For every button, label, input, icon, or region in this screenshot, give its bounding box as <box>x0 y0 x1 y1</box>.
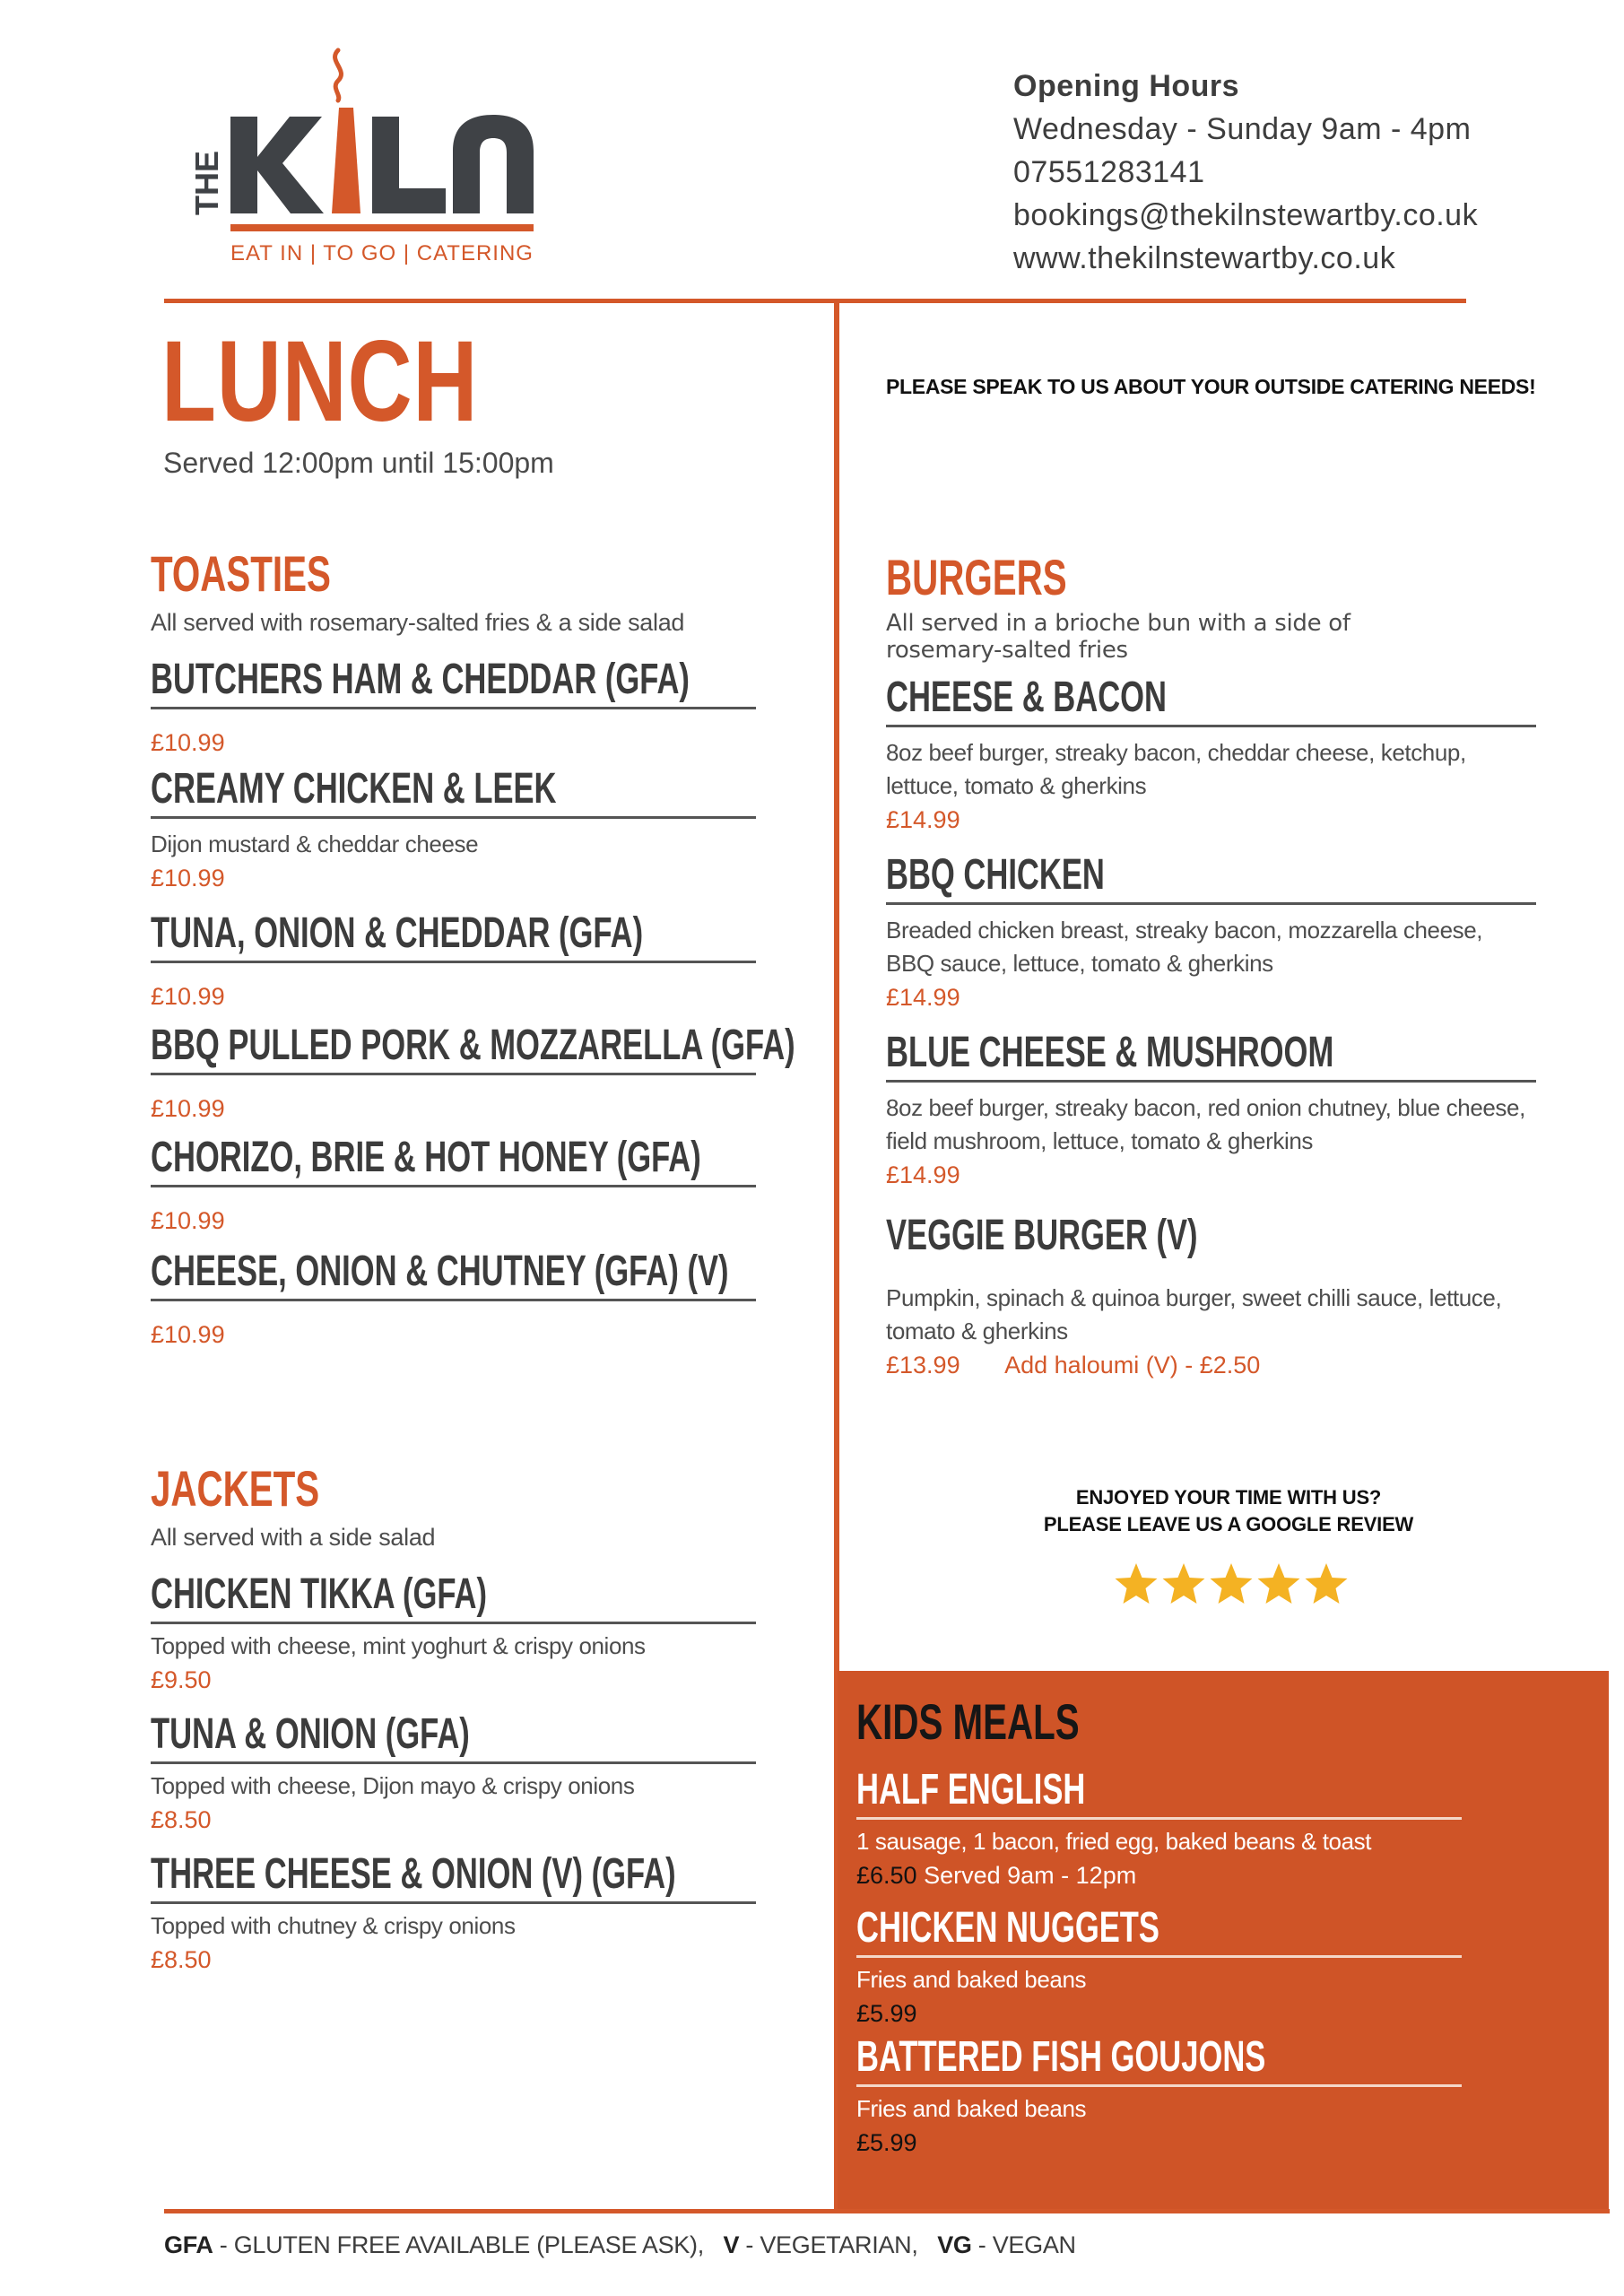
item-description: Pumpkin, spinach & quinoa burger, sweet chilli sauce, lettuce, <box>886 1284 1502 1311</box>
kids-menu-item <box>856 1765 1462 1892</box>
bottom-divider <box>164 2209 1610 2213</box>
menu-item <box>151 1570 756 1697</box>
item-name: BBQ PULLED PORK & MOZZARELLA (GFA) <box>151 1022 795 1069</box>
item-description: tomato & gherkins <box>886 1318 1068 1344</box>
star-icon <box>1116 1563 1158 1604</box>
steam-icon <box>335 50 342 100</box>
item-name: CHORIZO, BRIE & HOT HONEY (GFA) <box>151 1134 701 1181</box>
item-name: BLUE CHEESE & MUSHROOM <box>886 1029 1334 1076</box>
item-price-value: £13.99 <box>886 1352 960 1378</box>
item-description: Dijon mustard & cheddar cheese <box>151 831 479 857</box>
email-link[interactable]: bookings@thekilnstewartby.co.uk <box>1013 198 1479 232</box>
logo-the: THE <box>188 151 225 215</box>
item-description: Fries and baked beans <box>856 2095 1087 2122</box>
menu-item <box>151 1133 756 1238</box>
menu-item <box>886 673 1536 837</box>
menu-item <box>886 1211 1536 1382</box>
legend-text: - VEGAN <box>971 2231 1076 2258</box>
logo-graphic <box>184 45 543 274</box>
item-price: £14.99 <box>886 806 960 833</box>
menu-item <box>151 1021 795 1126</box>
review-line: PLEASE LEAVE US A GOOGLE REVIEW <box>1043 1513 1414 1535</box>
item-description: BBQ sauce, lettuce, tomato & gherkins <box>886 950 1273 977</box>
menu-item <box>151 1709 756 1837</box>
menu-item <box>151 764 756 895</box>
menu-item <box>886 1028 1536 1192</box>
item-price <box>886 1348 1536 1382</box>
lunch-title: LUNCH <box>161 317 479 446</box>
item-name: THREE CHEESE & ONION (V) (GFA) <box>151 1850 676 1898</box>
item-price: £8.50 <box>151 1806 212 1833</box>
kids-meals-title: KIDS MEALS <box>856 1693 1080 1750</box>
item-price: £5.99 <box>856 2000 917 2027</box>
website-link[interactable]: www.thekilnstewartby.co.uk <box>1013 241 1396 275</box>
hours-title: Opening Hours <box>1013 69 1240 103</box>
menu-item <box>151 1849 756 1977</box>
item-description: Fries and baked beans <box>856 1966 1087 1993</box>
star-icon <box>1163 1563 1205 1604</box>
phone-number[interactable]: 07551283141 <box>1013 155 1205 189</box>
item-description: 1 sausage, 1 bacon, fried egg, baked beans & toast <box>856 1828 1372 1855</box>
item-price: £10.99 <box>151 1321 225 1348</box>
item-price: £14.99 <box>886 1161 960 1188</box>
item-name: BATTERED FISH GOUJONS <box>856 2033 1266 2081</box>
opening-hours <box>1013 65 1551 280</box>
item-name: VEGGIE BURGER (V) <box>886 1212 1198 1259</box>
item-description: 8oz beef burger, streaky bacon, cheddar cheese, ketchup, <box>886 739 1466 766</box>
item-description: 8oz beef burger, streaky bacon, red onion chutney, blue cheese, <box>886 1094 1525 1121</box>
legend-key: VG <box>937 2231 972 2258</box>
item-name: CHICKEN TIKKA (GFA) <box>151 1570 488 1618</box>
jackets-title: JACKETS <box>151 1460 320 1517</box>
item-addon: Add haloumi (V) - £2.50 <box>1004 1352 1261 1378</box>
jackets-subtitle: All served with a side salad <box>151 1524 436 1551</box>
burgers-subtitle <box>886 610 1350 664</box>
item-name: HALF ENGLISH <box>856 1766 1086 1813</box>
legend-key: V <box>723 2231 740 2258</box>
logo-tagline: EAT IN | TO GO | CATERING <box>230 241 534 265</box>
lunch-served-time: Served 12:00pm until 15:00pm <box>163 447 554 479</box>
item-price: £9.50 <box>151 1666 212 1693</box>
item-description: Topped with cheese, Dijon mayo & crispy onions <box>151 1772 635 1799</box>
item-price-value: £6.50 <box>856 1862 917 1889</box>
catering-note: PLEASE SPEAK TO US ABOUT YOUR OUTSIDE CATERING NEEDS! <box>886 375 1536 398</box>
legend-text: - GLUTEN FREE AVAILABLE (PLEASE ASK), <box>213 2231 704 2258</box>
item-price: £10.99 <box>151 983 225 1010</box>
top-divider <box>164 299 1466 303</box>
menu-item <box>886 850 1536 1014</box>
item-name: CHICKEN NUGGETS <box>856 1904 1159 1952</box>
google-review-prompt <box>986 1484 1471 1538</box>
menu-item <box>151 909 756 1013</box>
star-icon <box>1211 1563 1253 1604</box>
dietary-legend <box>164 2231 1076 2259</box>
item-name: BUTCHERS HAM & CHEDDAR (GFA) <box>151 656 690 703</box>
item-name: CHEESE, ONION & CHUTNEY (GFA) (V) <box>151 1248 729 1295</box>
star-icon <box>1258 1563 1300 1604</box>
item-description: Breaded chicken breast, streaky bacon, mozzarella cheese, <box>886 917 1483 944</box>
logo <box>184 45 543 274</box>
review-stars[interactable] <box>1112 1561 1354 1610</box>
item-name: BBQ CHICKEN <box>886 851 1105 899</box>
item-price: £10.99 <box>151 1095 225 1122</box>
item-price: £10.99 <box>151 1207 225 1234</box>
item-price <box>856 1858 1462 1892</box>
item-name: CHEESE & BACON <box>886 674 1167 721</box>
item-price: £8.50 <box>151 1946 212 1973</box>
legend-key: GFA <box>164 2231 213 2258</box>
item-description: field mushroom, lettuce, tomato & gherkins <box>886 1127 1313 1154</box>
burgers-subtitle-line: rosemary-salted fries <box>886 637 1128 664</box>
item-price: £14.99 <box>886 984 960 1011</box>
menu-item <box>151 655 756 760</box>
star-icon <box>1306 1563 1348 1604</box>
item-description: Topped with cheese, mint yoghurt & crispy onions <box>151 1632 646 1659</box>
burgers-title: BURGERS <box>886 549 1067 605</box>
item-name: CREAMY CHICKEN & LEEK <box>151 765 557 813</box>
review-line: ENJOYED YOUR TIME WITH US? <box>1075 1486 1382 1509</box>
hours-text: Wednesday - Sunday 9am - 4pm <box>1013 112 1472 146</box>
item-price: £10.99 <box>151 729 225 756</box>
item-price: £5.99 <box>856 2129 917 2156</box>
toasties-subtitle: All served with rosemary-salted fries & a side salad <box>151 609 685 636</box>
item-price: £10.99 <box>151 865 225 891</box>
menu-item <box>151 1247 756 1352</box>
item-description: lettuce, tomato & gherkins <box>886 772 1147 799</box>
item-description: Topped with chutney & crispy onions <box>151 1912 516 1939</box>
legend-text: - VEGETARIAN, <box>739 2231 918 2258</box>
kids-menu-item <box>856 2032 1462 2160</box>
burgers-subtitle-line: All served in a brioche bun with a side of <box>886 610 1350 637</box>
kids-menu-item <box>856 1903 1462 2031</box>
star-rating <box>1112 1561 1354 1610</box>
item-name: TUNA & ONION (GFA) <box>151 1710 470 1758</box>
item-serving-time: Served 9am - 12pm <box>924 1862 1137 1889</box>
toasties-title: TOASTIES <box>151 545 331 602</box>
item-name: TUNA, ONION & CHEDDAR (GFA) <box>151 909 644 957</box>
